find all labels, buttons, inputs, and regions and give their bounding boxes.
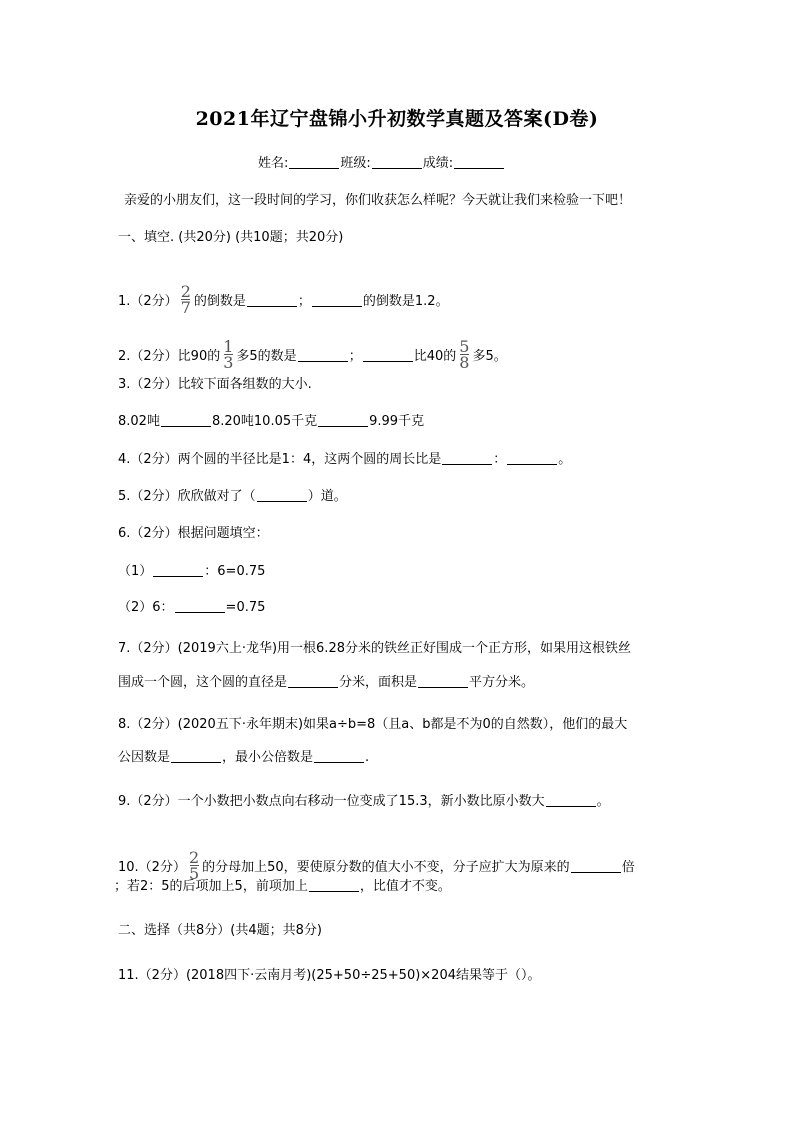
q4-text: 4.（2分）两个圆的半径比是1：4，这两个圆的周长比是 [118,452,442,467]
q10-blank-2[interactable] [309,877,359,892]
q6-sub2-b: =0.75 [225,600,266,615]
section-1-heading: 一、填空. (共20分) (共10题；共20分) [118,230,344,245]
question-8-line-2 [118,748,369,767]
q1-blank-2[interactable] [312,292,362,307]
q7-line2-a: 围成一个圆，这个圆的直径是 [118,675,288,690]
question-9 [118,792,610,811]
q1-fraction [180,284,192,315]
q2-part3: 多5。 [472,349,507,364]
q1-frac-num: 2 [180,282,191,301]
question-11: 11.（2分）(2018四下·云南月考)(25+50÷25+50)×204结果等于（）。 [118,968,541,983]
q4-sep: ： [493,452,507,467]
q1-part1: 的倒数是 [193,294,246,309]
q3-item-c: 9.99千克 [369,414,425,429]
score-blank[interactable] [454,154,504,169]
student-info [258,152,505,171]
q8-line2-c: . [365,750,370,765]
q1-sep: ； [297,294,311,309]
question-1 [118,284,449,315]
question-4 [118,450,571,469]
q1-prefix: 1.（2分） [118,294,178,309]
q2-frac2-den: 8 [459,353,470,372]
q10-prefix: 10.（2分） [118,860,186,875]
q8-line2-a: 公因数是 [118,750,171,765]
question-3: 3.（2分）比较下面各组数的大小. [118,377,312,392]
q3-item-a: 8.02吨 [118,414,160,429]
question-10-line-2 [114,877,451,896]
intro-text: 亲爱的小朋友们，这一段时间的学习，你们收获怎么样呢？今天就让我们来检验一下吧！ [124,193,632,208]
q5-text: 5.（2分）欣欣做对了（ [118,489,256,504]
q2-fraction-2 [458,339,470,370]
question-3-items [118,412,424,431]
q2-part2: 比40的 [413,349,457,364]
q1-blank-1[interactable] [247,292,297,307]
q6-sub1-a: （1） [118,564,153,579]
q2-fraction-1 [222,339,234,370]
question-2 [118,339,507,370]
q10-line2-a: ；若2：5的后项加上5，前项加上 [114,879,308,894]
q2-prefix: 2.（2分）比90的 [118,349,221,364]
q5-blank[interactable] [257,487,307,502]
q2-frac2-num: 5 [459,337,470,356]
question-8-line-1: 8.（2分）(2020五下·永年期末)如果a÷b=8（且a、b都是不为0的自然数），他们的最大 [118,717,628,732]
class-blank[interactable] [372,154,422,169]
q10-frac-den: 5 [188,864,200,883]
q10-line2-b: ，比值才不变。 [359,879,451,894]
q9-blank[interactable] [546,792,596,807]
q3-item-b: 8.20吨10.05千克 [211,414,318,429]
q1-part2: 的倒数是1.2。 [362,294,449,309]
q6-sub2-a: （2）6： [118,600,174,615]
q1-frac-den: 7 [180,298,191,317]
name-label: 姓名: [258,156,289,171]
name-blank[interactable] [289,154,339,169]
q9-end: 。 [596,794,610,809]
q7-blank-1[interactable] [288,673,338,688]
question-7-line-1: 7.（2分）(2019六上·龙华)用一根6.28分米的铁丝正好围成一个正方形，如果用这根铁丝 [118,641,631,656]
q2-blank-1[interactable] [298,347,348,362]
q2-blank-2[interactable] [363,347,413,362]
q8-line2-b: ，最小公倍数是 [222,750,314,765]
q8-blank-1[interactable] [171,748,221,763]
question-7-line-2 [118,673,534,692]
q10-frac-num: 2 [188,848,200,867]
q7-blank-2[interactable] [418,673,468,688]
q2-frac1-num: 1 [223,337,234,356]
q3-blank-1[interactable] [161,412,211,427]
question-6-sub-1 [118,562,265,581]
question-5 [118,487,347,506]
q2-part1: 多5的数是 [236,349,297,364]
document-title: 2021年辽宁盘锦小升初数学真题及答案(D卷) [195,108,599,130]
question-6-sub-2 [118,598,265,617]
q4-blank-2[interactable] [507,450,557,465]
section-2-heading: 二、选择（共8分）(共4题；共8分) [118,923,322,938]
score-label: 成绩: [422,156,454,171]
q8-blank-2[interactable] [314,748,364,763]
q4-end: 。 [558,452,572,467]
class-label: 班级: [340,156,371,171]
q4-blank-1[interactable] [442,450,492,465]
q10-line1-end: 倍 [621,860,635,875]
q6-blank-1[interactable] [153,562,203,577]
q7-line2-c: 平方分米。 [469,675,535,690]
q3-blank-2[interactable] [318,412,368,427]
q10-blank-1[interactable] [571,858,621,873]
q2-frac1-den: 3 [223,353,234,372]
q9-text: 9.（2分）一个小数把小数点向右移动一位变成了15.3，新小数比原小数大 [118,794,545,809]
q6-sub1-b: ：6=0.75 [204,564,266,579]
q5-end: ）道。 [307,489,347,504]
q10-line1: 的分母加上50，要使原分数的值大小不变，分子应扩大为原来的 [202,860,570,875]
question-6: 6.（2分）根据问题填空： [118,526,269,541]
q6-blank-2[interactable] [175,598,225,613]
q7-line2-b: 分米，面积是 [339,675,418,690]
q2-sep: ； [348,349,362,364]
